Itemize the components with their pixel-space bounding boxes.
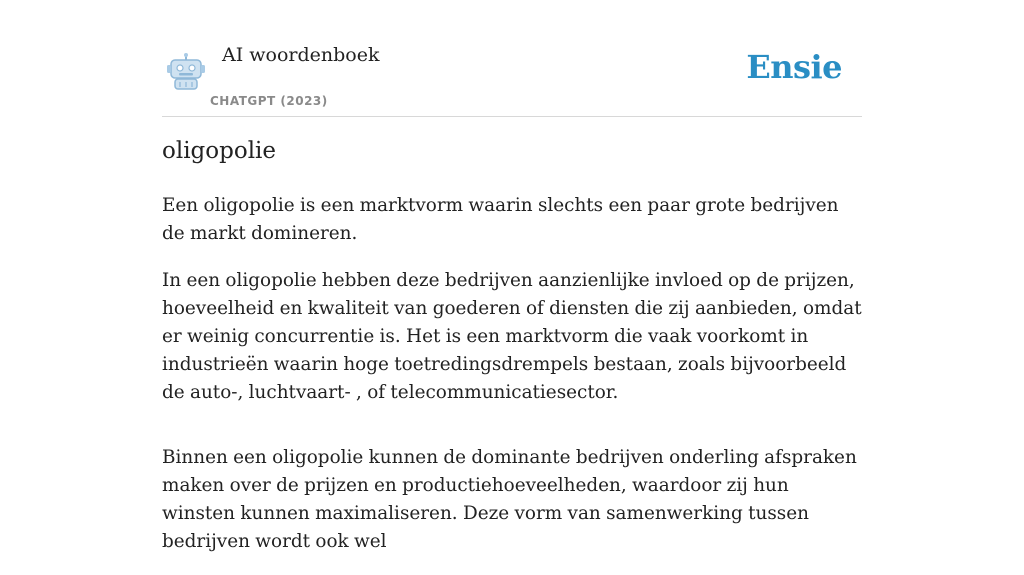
entry-term: oligopolie	[162, 138, 277, 164]
page-container	[162, 0, 862, 552]
entry-header	[162, 0, 862, 117]
source-subtitle: CHATGPT (2023)	[210, 94, 328, 108]
entry-paragraph: Binnen een oligopolie kunnen de dominante bedrijven onderling afspraken maken over de prijzen en productiehoeveelheden, waardoor zij hun winsten kunnen maximaliseren. Deze vorm van samenwerking tussen bedrijven wordt ook wel	[162, 447, 857, 552]
entry-paragraph: Een oligopolie is een marktvorm waarin slechts een paar grote bedrijven de markt domineren.	[162, 195, 839, 244]
brand-logo[interactable]: Ensie	[746, 48, 842, 86]
robot-icon	[166, 52, 206, 90]
entry-paragraph: In een oligopolie hebben deze bedrijven aanzienlijke invloed op de prijzen, hoeveelheid en kwaliteit van goederen of diensten die zij aanbieden, omdat er weinig concurrentie is. Het is een marktvorm die vaak voorkomt in industrieën waarin hoge toetredingsdrempels bestaan, zoals bijvoorbeeld de auto-, luchtvaart- , of telecommunicatiesector.	[162, 270, 862, 403]
source-title: AI woordenboek	[222, 44, 380, 66]
entry-body	[162, 192, 862, 575]
